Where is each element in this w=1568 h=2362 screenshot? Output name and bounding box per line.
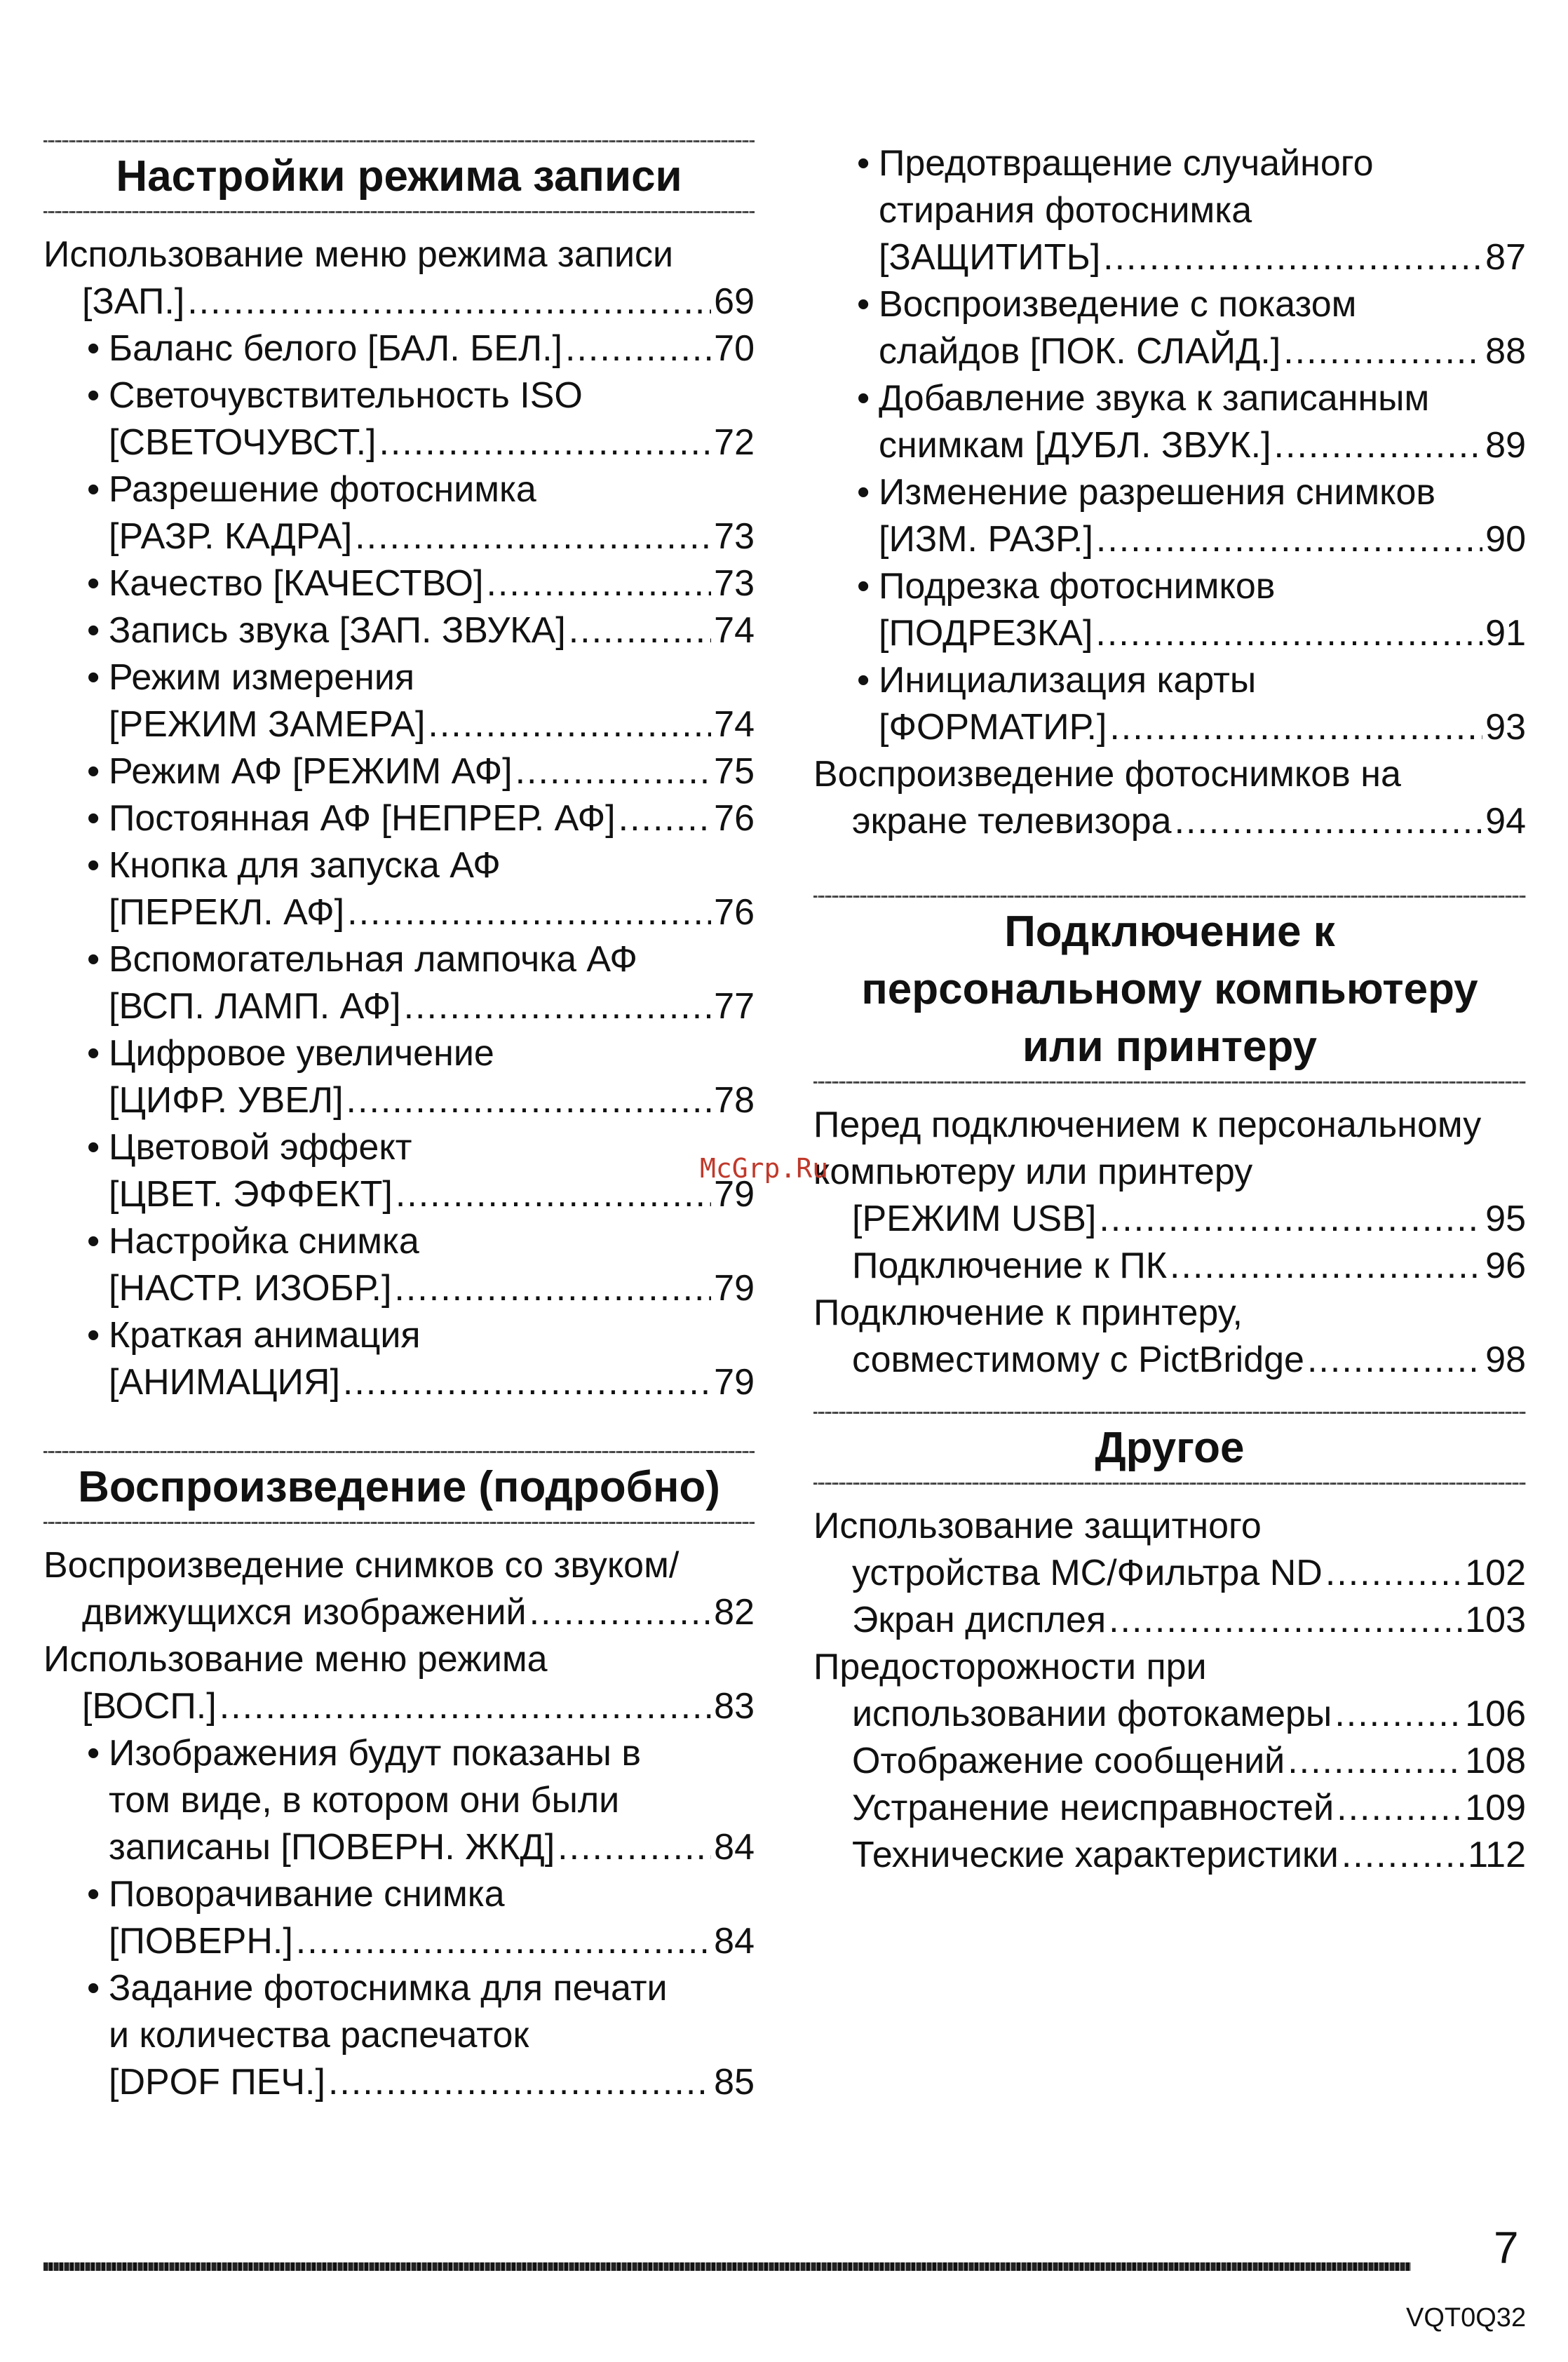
bullet-icon: •: [87, 1033, 100, 1074]
page-ref: 76: [714, 892, 755, 933]
bullet-icon: •: [87, 939, 100, 980]
bullet-icon: •: [87, 1127, 100, 1168]
bullet-icon: •: [87, 1315, 100, 1356]
toc-subentry[interactable]: • Режим измерения [РЕЖИМ ЗАМЕРА] ..... 74: [43, 654, 755, 748]
divider: [813, 1081, 1526, 1084]
page-ref: 98: [1485, 1339, 1526, 1380]
bullet-icon: •: [87, 1874, 100, 1915]
page-ref: 91: [1485, 613, 1526, 654]
toc-entry[interactable]: Использование меню режима записи [ЗАП.] ..... 69: [43, 231, 755, 325]
toc-entry[interactable]: Предосторожности при использовании фотокамеры ..... 106: [813, 1644, 1526, 1738]
page-ref: 112: [1468, 1835, 1526, 1875]
bullet-icon: •: [87, 1733, 100, 1774]
document-code: VQT0Q32: [1406, 2303, 1527, 2333]
page-ref: 109: [1465, 1788, 1526, 1828]
bullet-icon: •: [87, 1221, 100, 1262]
toc-entry[interactable]: Перед подключением к персональному компьютеру или принтеру [РЕЖИМ USB] ..... 95: [813, 1102, 1526, 1243]
section-header: [43, 140, 755, 213]
section-title: Настройки режима записи: [116, 152, 682, 201]
toc-subentry[interactable]: • Изменение разрешения снимков [ИЗМ. РАЗР.] ..... 90: [813, 469, 1526, 563]
bullet-icon: •: [857, 660, 870, 701]
page-ref: 79: [714, 1174, 755, 1215]
page-ref: 79: [714, 1268, 755, 1309]
footer-bar: [43, 2262, 1411, 2271]
toc-subentry[interactable]: • Подрезка фотоснимков [ПОДРЕЗКА] ..... 91: [813, 563, 1526, 657]
toc-entry[interactable]: Устранение неисправностей ..... 109: [813, 1785, 1526, 1832]
section-other: [813, 1412, 1526, 1879]
page-ref: 83: [714, 1686, 755, 1727]
toc-subentry[interactable]: • Постоянная АФ [НЕПРЕР. АФ] ..... 76: [43, 795, 755, 842]
bullet-icon: •: [87, 751, 100, 792]
page-ref: 74: [714, 610, 755, 651]
divider: [43, 140, 755, 142]
toc-subentry[interactable]: • Настройка снимка [НАСТР. ИЗОБР.] ..... 79: [43, 1218, 755, 1312]
page-ref: 93: [1485, 707, 1526, 748]
page-ref: 69: [714, 281, 755, 322]
page-ref: 78: [714, 1080, 755, 1121]
toc-subentry[interactable]: • Кнопка для запуска АФ [ПЕРЕКЛ. АФ] ..... 76: [43, 842, 755, 936]
bullet-icon: •: [87, 563, 100, 604]
toc-subentry[interactable]: • Светочувствительность ISO [СВЕТОЧУВСТ.] ..... 72: [43, 372, 755, 466]
bullet-icon: •: [87, 610, 100, 651]
bullet-icon: •: [87, 469, 100, 510]
bullet-icon: •: [857, 378, 870, 419]
divider: [43, 1451, 755, 1453]
left-column: [43, 140, 755, 2106]
page-ref: 103: [1465, 1600, 1526, 1640]
toc-entry[interactable]: Отображение сообщений ..... 108: [813, 1738, 1526, 1785]
page-ref: 76: [714, 798, 755, 839]
divider: [43, 1522, 755, 1524]
page-ref: 85: [714, 2062, 755, 2103]
right-column: [813, 140, 1526, 1879]
page-ref: 102: [1465, 1553, 1526, 1593]
section-pc-printer-connection: [813, 896, 1526, 1384]
section-header: [43, 1451, 755, 1524]
toc-entry[interactable]: Использование меню режима [ВОСП.] ..... 83: [43, 1636, 755, 1730]
page-ref: 84: [714, 1827, 755, 1868]
toc-subentry[interactable]: • Баланс белого [БАЛ. БЕЛ.] ..... 70: [43, 325, 755, 372]
toc-subentry[interactable]: • Разрешение фотоснимка [РАЗР. КАДРА] ..... 73: [43, 466, 755, 560]
page-ref: 89: [1485, 425, 1526, 466]
toc-subentry[interactable]: • Задание фотоснимка для печати и количества распечаток [DPOF ПЕЧ.] ..... 85: [43, 1965, 755, 2106]
divider: [813, 1483, 1526, 1485]
divider: [43, 211, 755, 213]
page-ref: 84: [714, 1921, 755, 1962]
page-number: 7: [1494, 2222, 1519, 2273]
toc-subentry[interactable]: • Цветовой эффект [ЦВЕТ. ЭФФЕКТ] ..... 79: [43, 1124, 755, 1218]
page-ref: 95: [1485, 1199, 1526, 1239]
toc-entry[interactable]: Воспроизведение снимков со звуком/ движущихся изображений ..... 82: [43, 1542, 755, 1636]
page-ref: 73: [714, 516, 755, 557]
bullet-icon: •: [857, 284, 870, 325]
page-ref: 94: [1485, 801, 1526, 842]
toc-subentry[interactable]: • Воспроизведение с показом слайдов [ПОК. СЛАЙД.] ..... 88: [813, 281, 1526, 375]
toc-entry[interactable]: Технические характеристики ..... 112: [813, 1832, 1526, 1879]
toc-entry[interactable]: Использование защитного устройства MC/Фильтра ND ..... 102: [813, 1503, 1526, 1597]
page-ref: 70: [714, 328, 755, 369]
bullet-icon: •: [87, 375, 100, 416]
bullet-icon: •: [87, 845, 100, 886]
toc-entry[interactable]: Воспроизведение фотоснимков на экране телевизора ..... 94: [813, 751, 1526, 845]
divider: [813, 1412, 1526, 1414]
toc-subentry[interactable]: • Вспомогательная лампочка АФ [ВСП. ЛАМП. АФ] ..... 77: [43, 936, 755, 1030]
section-header: [813, 896, 1526, 1084]
page-ref: 77: [714, 986, 755, 1027]
bullet-icon: •: [87, 798, 100, 839]
page-ref: 87: [1485, 237, 1526, 278]
toc-subentry[interactable]: • Предотвращение случайного стирания фотоснимка [ЗАЩИТИТЬ] ..... 87: [813, 140, 1526, 281]
toc-subentry[interactable]: • Режим АФ [РЕЖИМ АФ] ..... 75: [43, 748, 755, 795]
toc-entry[interactable]: Экран дисплея ..... 103: [813, 1597, 1526, 1644]
toc-subentry[interactable]: • Краткая анимация [АНИМАЦИЯ] ..... 79: [43, 1312, 755, 1406]
toc-subentry[interactable]: • Инициализация карты [ФОРМАТИР.] ..... 93: [813, 657, 1526, 751]
page-ref: 73: [714, 563, 755, 604]
section-recording-settings: [43, 140, 755, 1406]
divider: [813, 896, 1526, 898]
page-ref: 72: [714, 422, 755, 463]
toc-subentry[interactable]: • Качество [КАЧЕСТВО] ..... 73: [43, 560, 755, 607]
toc-subentry[interactable]: • Запись звука [ЗАП. ЗВУКА] ..... 74: [43, 607, 755, 654]
page-ref: 88: [1485, 331, 1526, 372]
page-ref: 106: [1465, 1694, 1526, 1734]
page-ref: 75: [714, 751, 755, 792]
section-header: [813, 1412, 1526, 1485]
page-ref: 90: [1485, 519, 1526, 560]
bullet-icon: •: [87, 1968, 100, 2009]
page-ref: 108: [1465, 1741, 1526, 1781]
bullet-icon: •: [857, 143, 870, 184]
bullet-icon: •: [857, 566, 870, 607]
toc-subentry[interactable]: • Изображения будут показаны в том виде, в котором они были записаны [ПОВЕРН. ЖКД] ..... 84: [43, 1730, 755, 1871]
watermark: McGrp.Ru: [700, 1153, 829, 1184]
section-playback-continued: [813, 140, 1526, 845]
section-playback-advanced: [43, 1451, 755, 2106]
toc-entry[interactable]: Подключение к принтеру, совместимому с PictBridge ..... 98: [813, 1290, 1526, 1384]
bullet-icon: •: [87, 657, 100, 698]
toc-entry[interactable]: Подключение к ПК ..... 96: [813, 1243, 1526, 1290]
page-ref: 96: [1485, 1246, 1526, 1286]
bullet-icon: •: [87, 328, 100, 369]
page-ref: 79: [714, 1362, 755, 1403]
page-ref: 82: [714, 1592, 755, 1633]
section-title: Другое: [1095, 1424, 1245, 1472]
bullet-icon: •: [857, 472, 870, 513]
toc-subentry[interactable]: • Добавление звука к записанным снимкам [ДУБЛ. ЗВУК.] ..... 89: [813, 375, 1526, 469]
section-title: Подключение к персональному компьютеру или принтеру: [861, 907, 1478, 1071]
page-ref: 74: [714, 704, 755, 745]
toc-subentry[interactable]: • Поворачивание снимка [ПОВЕРН.] ..... 84: [43, 1871, 755, 1965]
section-title: Воспроизведение (подробно): [78, 1463, 720, 1511]
toc-subentry[interactable]: • Цифровое увеличение [ЦИФР. УВЕЛ] ..... 78: [43, 1030, 755, 1124]
